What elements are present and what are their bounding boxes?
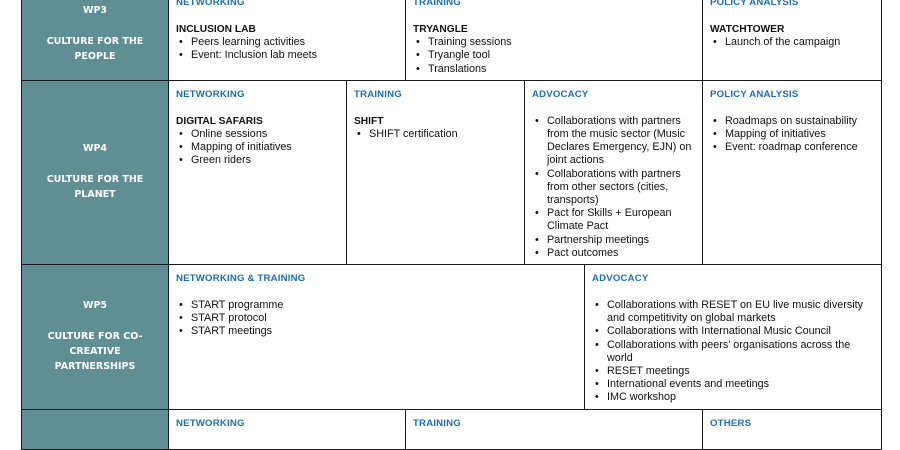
list-item: • Event: Inclusion lab meets bbox=[191, 49, 398, 62]
list-item: • Mapping of initiatives bbox=[191, 141, 339, 154]
wp3-title: CULTURE FOR THE PEOPLE bbox=[46, 35, 144, 62]
wp4-training-cell bbox=[347, 80, 525, 264]
list-item: • Green riders bbox=[191, 154, 339, 167]
wp6-training-heading: TRAINING bbox=[413, 417, 461, 429]
list-item: • Collaborations with International Music Council bbox=[607, 325, 874, 338]
list-item: • Pact for Skills + European Climate Pact bbox=[547, 207, 695, 233]
wp6-label-cell bbox=[22, 409, 169, 449]
wp4-networking-sub: DIGITAL SAFARIS bbox=[176, 115, 263, 127]
wp5-title: CULTURE FOR CO-CREATIVE PARTNERSHIPS bbox=[47, 330, 143, 372]
wp4-training-sub: SHIFT bbox=[354, 115, 384, 127]
wp4-label-cell bbox=[22, 80, 169, 264]
list-item: • Collaborations with RESET on EU live music diversity and competitivity on global markets bbox=[607, 299, 874, 325]
wp4-row bbox=[22, 80, 882, 264]
list-item: • RESET meetings bbox=[607, 365, 874, 378]
wp4-advocacy-cell bbox=[525, 80, 703, 264]
list-item: • Event: roadmap conference bbox=[725, 141, 874, 154]
list-item: • Launch of the campaign bbox=[725, 36, 874, 49]
work-package-table bbox=[21, 0, 881, 450]
list-item: • Collaborations with partners from other sectors (cities, transports) bbox=[547, 168, 695, 208]
wp6-others-heading: OTHERS bbox=[710, 417, 752, 429]
list-item: • Mapping of initiatives bbox=[725, 128, 874, 141]
wp4-policy-cell bbox=[703, 80, 882, 264]
list-item: • Collaborations with peers’ organisations across the world bbox=[607, 339, 874, 365]
wp4-policy-heading: POLICY ANALYSIS bbox=[710, 88, 799, 100]
wp4-id: WP4 bbox=[82, 142, 108, 154]
wp4-title: CULTURE FOR THE PLANET bbox=[46, 173, 144, 200]
wp3-row bbox=[22, 0, 882, 80]
list-item: • Online sessions bbox=[191, 128, 339, 141]
list-item: • Roadmaps on sustainability bbox=[725, 115, 874, 128]
wp3-label-cell bbox=[22, 0, 169, 80]
wp3-policy-sub: WATCHTOWER bbox=[710, 24, 785, 35]
list-item: • Training sessions bbox=[428, 36, 695, 49]
wp5-networking-training-cell bbox=[169, 265, 585, 410]
wp5-networking-training-heading: NETWORKING & TRAINING bbox=[176, 273, 306, 285]
wp3-policy-cell bbox=[703, 0, 882, 80]
wp6-training-cell bbox=[406, 409, 703, 449]
wp3-networking-sub: INCLUSION LAB bbox=[176, 24, 256, 35]
wp4-training-heading: TRAINING bbox=[354, 88, 402, 100]
list-item: • START programme bbox=[191, 299, 577, 312]
wp6-networking-heading: NETWORKING bbox=[176, 417, 245, 429]
wp6-others-cell bbox=[703, 409, 882, 449]
wp5-id: WP5 bbox=[82, 299, 108, 311]
wp3-id: WP3 bbox=[82, 4, 108, 16]
wp5-advocacy-heading: ADVOCACY bbox=[592, 273, 649, 285]
list-item: • START meetings bbox=[191, 325, 577, 338]
list-item: • SHIFT certification bbox=[369, 128, 517, 141]
list-item: • IMC workshop bbox=[607, 391, 874, 404]
list-item: • Partnership meetings bbox=[547, 234, 695, 247]
wp5-advocacy-cell bbox=[585, 265, 882, 410]
list-item: • Tryangle tool bbox=[428, 49, 695, 62]
wp3-policy-heading: POLICY ANALYSIS bbox=[710, 0, 799, 8]
wp4-networking-heading: NETWORKING bbox=[176, 88, 245, 100]
wp3-training-sub: TRYANGLE bbox=[413, 24, 468, 35]
wp4-advocacy-heading: ADVOCACY bbox=[532, 88, 589, 100]
wp3-networking-heading: NETWORKING bbox=[176, 0, 245, 8]
list-item: • START protocol bbox=[191, 312, 577, 325]
wp4-networking-cell bbox=[169, 80, 347, 264]
wp5-row bbox=[22, 265, 882, 410]
list-item: • Peers learning activities bbox=[191, 36, 398, 49]
list-item: • Pact outcomes bbox=[547, 247, 695, 260]
wp5-label-cell bbox=[22, 265, 169, 410]
list-item: • International events and meetings bbox=[607, 378, 874, 391]
wp3-networking-cell bbox=[169, 0, 406, 80]
list-item: • Translations bbox=[428, 63, 695, 76]
list-item: • Collaborations with partners from the music sector (Music Declares Emergency, EJN) on joint actions bbox=[547, 115, 695, 168]
wp6-networking-cell bbox=[169, 409, 406, 449]
wp6-row bbox=[22, 409, 882, 449]
wp3-training-cell bbox=[406, 0, 703, 80]
wp3-training-heading: TRAINING bbox=[413, 0, 461, 8]
